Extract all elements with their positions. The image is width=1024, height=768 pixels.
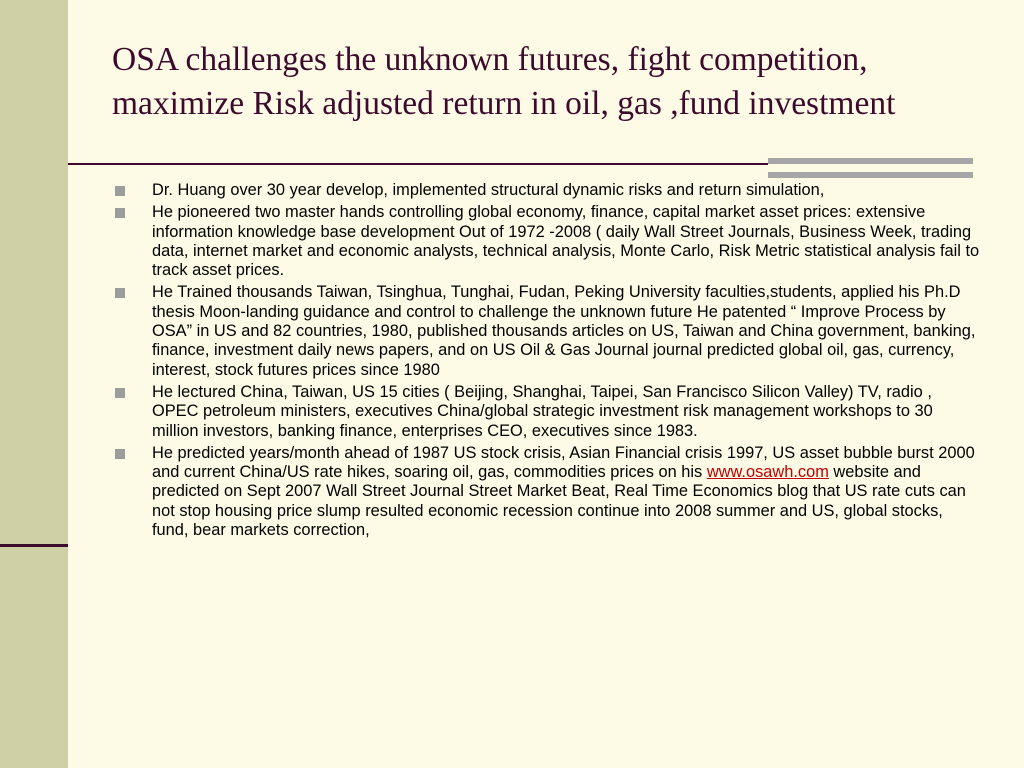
slide-title (112, 38, 992, 126)
bullet-item (110, 444, 980, 540)
square-bullet-icon (115, 288, 125, 298)
bullet-item (110, 181, 980, 200)
square-bullet-icon (115, 186, 125, 196)
square-bullet-icon (115, 208, 125, 218)
title-divider-bar-upper (768, 158, 973, 164)
title-divider-line (68, 163, 768, 165)
square-bullet-icon (115, 388, 125, 398)
bullet-item (110, 383, 980, 441)
bullet-text-after-link: website and predicted on Sept 2007 Wall Street Journal Street Market Beat, Real Time Economics blog that US rate cuts can not stop housing price slump resulted economic recession continue into 2008 summer and US, global stocks, fund, bear markets correction, (152, 463, 966, 540)
bullet-text: He pioneered two master hands controlling global economy, finance, capital market asset prices: extensive information knowledge base development Out of 1972 -2008 ( daily Wall Street Journals, Business Week, trading data, internet market and economic analysts, technical analysis, Monte Carlo, Risk Metric statistical analysis fail to track asset prices. (152, 203, 980, 280)
bullet-text: He lectured China, Taiwan, US 15 cities ( Beijing, Shanghai, Taipei, San Francisco Silicon Valley) TV, radio , OPEC petroleum ministers, executives China/global strategic investment risk management workshops to 30 million investors, banking finance, enterprises CEO, executives since 1983. (152, 382, 933, 440)
bullet-text: Dr. Huang over 30 year develop, implemented structural dynamic risks and return simulation, (152, 181, 825, 199)
osawh-website-link[interactable]: www.osawh.com (706, 463, 829, 482)
bullet-text: He Trained thousands Taiwan, Tsinghua, Tunghai, Fudan, Peking University faculties,students, applied his Ph.D thesis Moon-landing guidance and control to challenge the unknown future He patented “ Improve Process by OSA” in US and 82 countries, 1980, published thousands articles on US, Taiwan and China government, banking, finance, investment daily news papers, and on US Oil & Gas Journal journal predicted global oil, gas, currency, interest, stock futures prices since 1980 (152, 283, 976, 379)
slide-title-line-1: OSA challenges the unknown futures, fight competition, (112, 41, 868, 78)
left-side-band (0, 0, 68, 768)
bullet-item (110, 203, 980, 280)
square-bullet-icon (115, 449, 125, 459)
slide-title-line-2: maximize Risk adjusted return in oil, gas ,fund investment (112, 85, 896, 122)
bullet-list (110, 181, 980, 543)
side-band-rule (0, 544, 68, 547)
bullet-item (110, 283, 980, 379)
bullet-text-before-link: He predicted years/month ahead of 1987 US stock crisis, Asian Financial crisis 1997, US asset bubble burst 2000 and current China/US rate hikes, soaring oil, gas, commodities prices on his (152, 443, 975, 482)
title-divider-bar-lower (768, 172, 973, 178)
